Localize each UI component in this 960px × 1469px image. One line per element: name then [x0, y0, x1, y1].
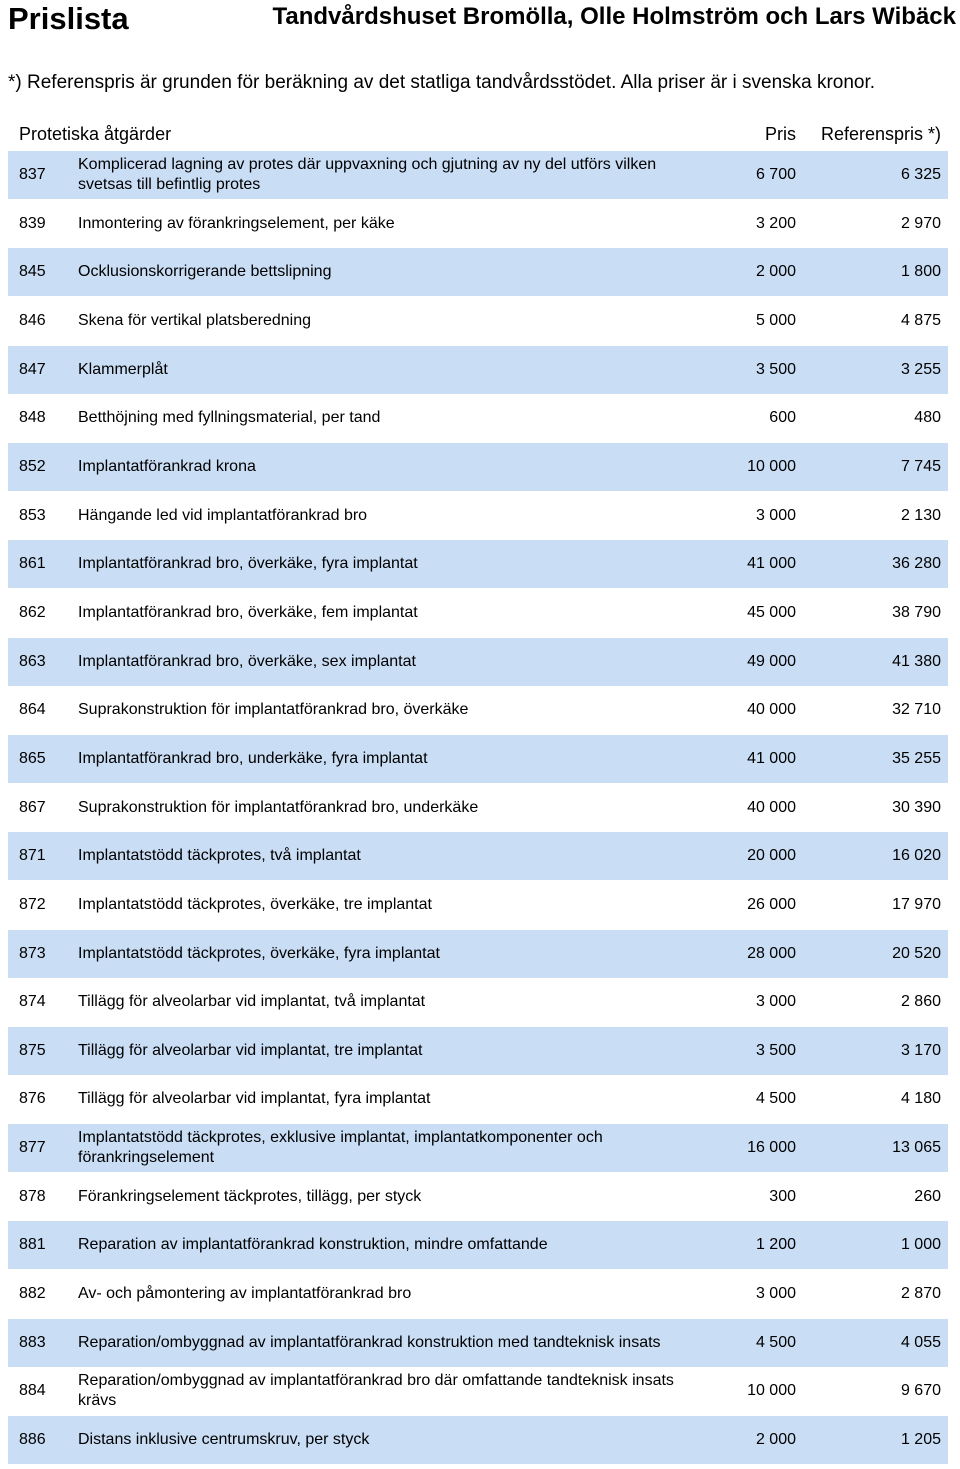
reference-note: *) Referenspris är grunden för beräkning av det statliga tandvårdsstödet. Alla priser är i svenska kronor.	[8, 72, 876, 93]
table-row	[8, 394, 948, 442]
treatment-description: Tillägg för alveolarbar vid implantat, fyra implantat	[78, 1090, 431, 1108]
table-row	[8, 1416, 948, 1464]
treatment-description: Förankringselement täckprotes, tillägg, per styck	[78, 1187, 422, 1205]
treatment-description: Implantatförankrad bro, överkäke, sex implantat	[78, 652, 416, 670]
treatment-description: Implantatförankrad bro, överkäke, fem implantat	[78, 603, 418, 621]
table-row	[8, 1319, 948, 1367]
price-cell: 4 500	[755, 1333, 796, 1351]
section-header	[8, 121, 948, 147]
table-row	[8, 1367, 948, 1415]
treatment-description: Klammerplåt	[78, 360, 168, 378]
table-row	[8, 540, 948, 588]
table-row	[8, 686, 948, 734]
table-row	[8, 1270, 948, 1318]
table-row	[8, 1124, 948, 1172]
reference-price-cell: 1 000	[900, 1236, 941, 1254]
price-cell: 49 000	[747, 652, 796, 670]
treatment-code: 862	[19, 603, 46, 621]
treatment-code: 852	[19, 457, 46, 475]
reference-price-cell: 7 745	[900, 457, 941, 475]
treatment-code: 837	[19, 166, 46, 183]
table-row	[8, 881, 948, 929]
price-cell: 3 500	[755, 360, 796, 378]
treatment-code: 864	[19, 701, 46, 719]
price-cell: 3 500	[755, 1041, 796, 1059]
treatment-code: 867	[19, 798, 46, 816]
price-cell: 3 200	[755, 214, 796, 232]
price-table	[8, 151, 948, 1465]
reference-price-cell: 3 170	[900, 1041, 941, 1059]
reference-price-cell: 6 325	[900, 166, 941, 183]
price-cell: 45 000	[747, 603, 796, 621]
reference-price-cell: 2 130	[900, 506, 941, 524]
treatment-description: Hängande led vid implantatförankrad bro	[78, 506, 368, 524]
treatment-description: Skena för vertikal platsberedning	[78, 311, 312, 329]
table-row	[8, 248, 948, 296]
treatment-code: 883	[19, 1333, 46, 1351]
price-column-header: Pris	[765, 124, 796, 144]
treatment-description: Implantatförankrad bro, överkäke, fyra implantat	[78, 555, 418, 573]
treatment-description: Inmontering av förankringselement, per käke	[78, 214, 395, 232]
reference-price-cell: 17 970	[892, 895, 941, 913]
treatment-description: Implantatstödd täckprotes, exklusive implantat, implantatkomponenter och förankringselement	[78, 1129, 603, 1167]
reference-price-cell: 1 205	[900, 1431, 941, 1449]
treatment-description: Komplicerad lagning av protes där uppvaxning och gjutning av ny del utförs vilken svetsas till befintlig protes	[78, 156, 657, 193]
price-cell: 40 000	[747, 701, 796, 719]
treatment-code: 884	[19, 1382, 46, 1400]
table-row	[8, 492, 948, 540]
reference-price-cell: 2 870	[900, 1285, 941, 1303]
reference-price-cell: 13 065	[892, 1139, 941, 1157]
reference-price-cell: 30 390	[892, 798, 941, 816]
reference-price-cell: 20 520	[892, 944, 941, 962]
treatment-code: 877	[19, 1139, 46, 1157]
reference-price-cell: 32 710	[892, 701, 941, 719]
treatment-code: 853	[19, 506, 46, 524]
table-row	[8, 1027, 948, 1075]
reference-price-cell: 35 255	[892, 749, 941, 767]
price-cell: 300	[769, 1187, 796, 1205]
price-cell: 28 000	[747, 944, 796, 962]
price-cell: 41 000	[747, 555, 796, 573]
treatment-code: 847	[19, 360, 46, 378]
price-cell: 3 000	[755, 1285, 796, 1303]
treatment-code: 875	[19, 1041, 46, 1059]
reference-price-column-header: Referenspris *)	[820, 124, 941, 144]
reference-price-cell: 4 180	[900, 1090, 941, 1108]
price-cell: 10 000	[747, 1382, 796, 1400]
treatment-code: 839	[19, 214, 46, 232]
reference-price-cell: 260	[914, 1187, 941, 1205]
treatment-code: 874	[19, 993, 46, 1011]
price-cell: 3 000	[755, 993, 796, 1011]
treatment-code: 873	[19, 944, 46, 962]
treatment-code: 878	[19, 1187, 46, 1205]
clinic-name: Tandvårdshuset Bromölla, Olle Holmström och Lars Wibäck	[272, 3, 956, 30]
table-row	[8, 1221, 948, 1269]
reference-price-cell: 4 875	[900, 311, 941, 329]
table-row	[8, 589, 948, 637]
price-cell: 16 000	[747, 1139, 796, 1157]
table-row	[8, 151, 948, 199]
table-row	[8, 200, 948, 248]
price-cell: 10 000	[747, 457, 796, 475]
page-title: Prislista	[8, 1, 129, 36]
price-cell: 2 000	[755, 1431, 796, 1449]
price-cell: 26 000	[747, 895, 796, 913]
treatment-code: 863	[19, 652, 46, 670]
treatment-description: Betthöjning med fyllningsmaterial, per tand	[78, 409, 381, 427]
treatment-description: Implantatstödd täckprotes, överkäke, fyra implantat	[78, 944, 440, 962]
table-row	[8, 735, 948, 783]
treatment-description: Implantatstödd täckprotes, två implantat	[78, 847, 361, 865]
price-cell: 6 700	[755, 166, 796, 183]
reference-price-cell: 4 055	[900, 1333, 941, 1351]
page-header	[0, 0, 960, 68]
reference-price-cell: 9 670	[900, 1382, 941, 1400]
treatment-code: 882	[19, 1285, 46, 1303]
treatment-description: Ocklusionskorrigerande bettslipning	[78, 263, 332, 281]
table-row	[8, 784, 948, 832]
table-row	[8, 978, 948, 1026]
treatment-description: Av- och påmontering av implantatförankrad bro	[78, 1285, 412, 1303]
treatment-description: Tillägg för alveolarbar vid implantat, två implantat	[78, 993, 426, 1011]
reference-price-cell: 2 970	[900, 214, 941, 232]
table-row	[8, 443, 948, 491]
table-row	[8, 638, 948, 686]
reference-price-cell: 16 020	[892, 847, 941, 865]
price-cell: 4 500	[755, 1090, 796, 1108]
treatment-description: Reparation/ombyggnad av implantatförankrad bro där omfattande tandteknisk insats krävs	[78, 1372, 674, 1410]
price-cell: 1 200	[755, 1236, 796, 1254]
treatment-code: 881	[19, 1236, 46, 1254]
table-row	[8, 1075, 948, 1123]
reference-price-cell: 41 380	[892, 652, 941, 670]
treatment-description: Implantatförankrad krona	[78, 457, 256, 475]
reference-price-cell: 38 790	[892, 603, 941, 621]
treatment-description: Suprakonstruktion för implantatförankrad bro, överkäke	[78, 701, 469, 719]
table-row	[8, 930, 948, 978]
reference-price-cell: 36 280	[892, 555, 941, 573]
table-row	[8, 297, 948, 345]
treatment-description: Suprakonstruktion för implantatförankrad bro, underkäke	[78, 798, 479, 816]
treatment-description: Implantatförankrad bro, underkäke, fyra implantat	[78, 749, 428, 767]
table-row	[8, 832, 948, 880]
treatment-code: 845	[19, 263, 46, 281]
treatment-code: 861	[19, 555, 46, 573]
treatment-code: 848	[19, 409, 46, 427]
price-cell: 3 000	[755, 506, 796, 524]
table-row	[8, 346, 948, 394]
reference-price-cell: 480	[914, 409, 941, 427]
treatment-description: Implantatstödd täckprotes, överkäke, tre implantat	[78, 895, 432, 913]
treatment-description: Distans inklusive centrumskruv, per styck	[78, 1431, 370, 1449]
treatment-code: 886	[19, 1431, 46, 1449]
price-cell: 20 000	[747, 847, 796, 865]
price-cell: 40 000	[747, 798, 796, 816]
treatment-code: 876	[19, 1090, 46, 1108]
treatment-code: 872	[19, 895, 46, 913]
price-cell: 41 000	[747, 749, 796, 767]
price-cell: 2 000	[755, 263, 796, 281]
reference-price-cell: 3 255	[900, 360, 941, 378]
treatment-code: 865	[19, 749, 46, 767]
reference-price-cell: 2 860	[900, 993, 941, 1011]
treatment-description: Tillägg för alveolarbar vid implantat, tre implantat	[78, 1041, 423, 1059]
treatment-description: Reparation/ombyggnad av implantatförankrad konstruktion med tandteknisk insats	[78, 1333, 661, 1351]
reference-price-cell: 1 800	[900, 263, 941, 281]
table-row	[8, 1173, 948, 1221]
price-cell: 600	[769, 409, 796, 427]
price-cell: 5 000	[755, 311, 796, 329]
section-title: Protetiska åtgärder	[19, 124, 172, 144]
treatment-code: 871	[19, 847, 46, 865]
treatment-description: Reparation av implantatförankrad konstruktion, mindre omfattande	[78, 1236, 548, 1254]
treatment-code: 846	[19, 311, 46, 329]
